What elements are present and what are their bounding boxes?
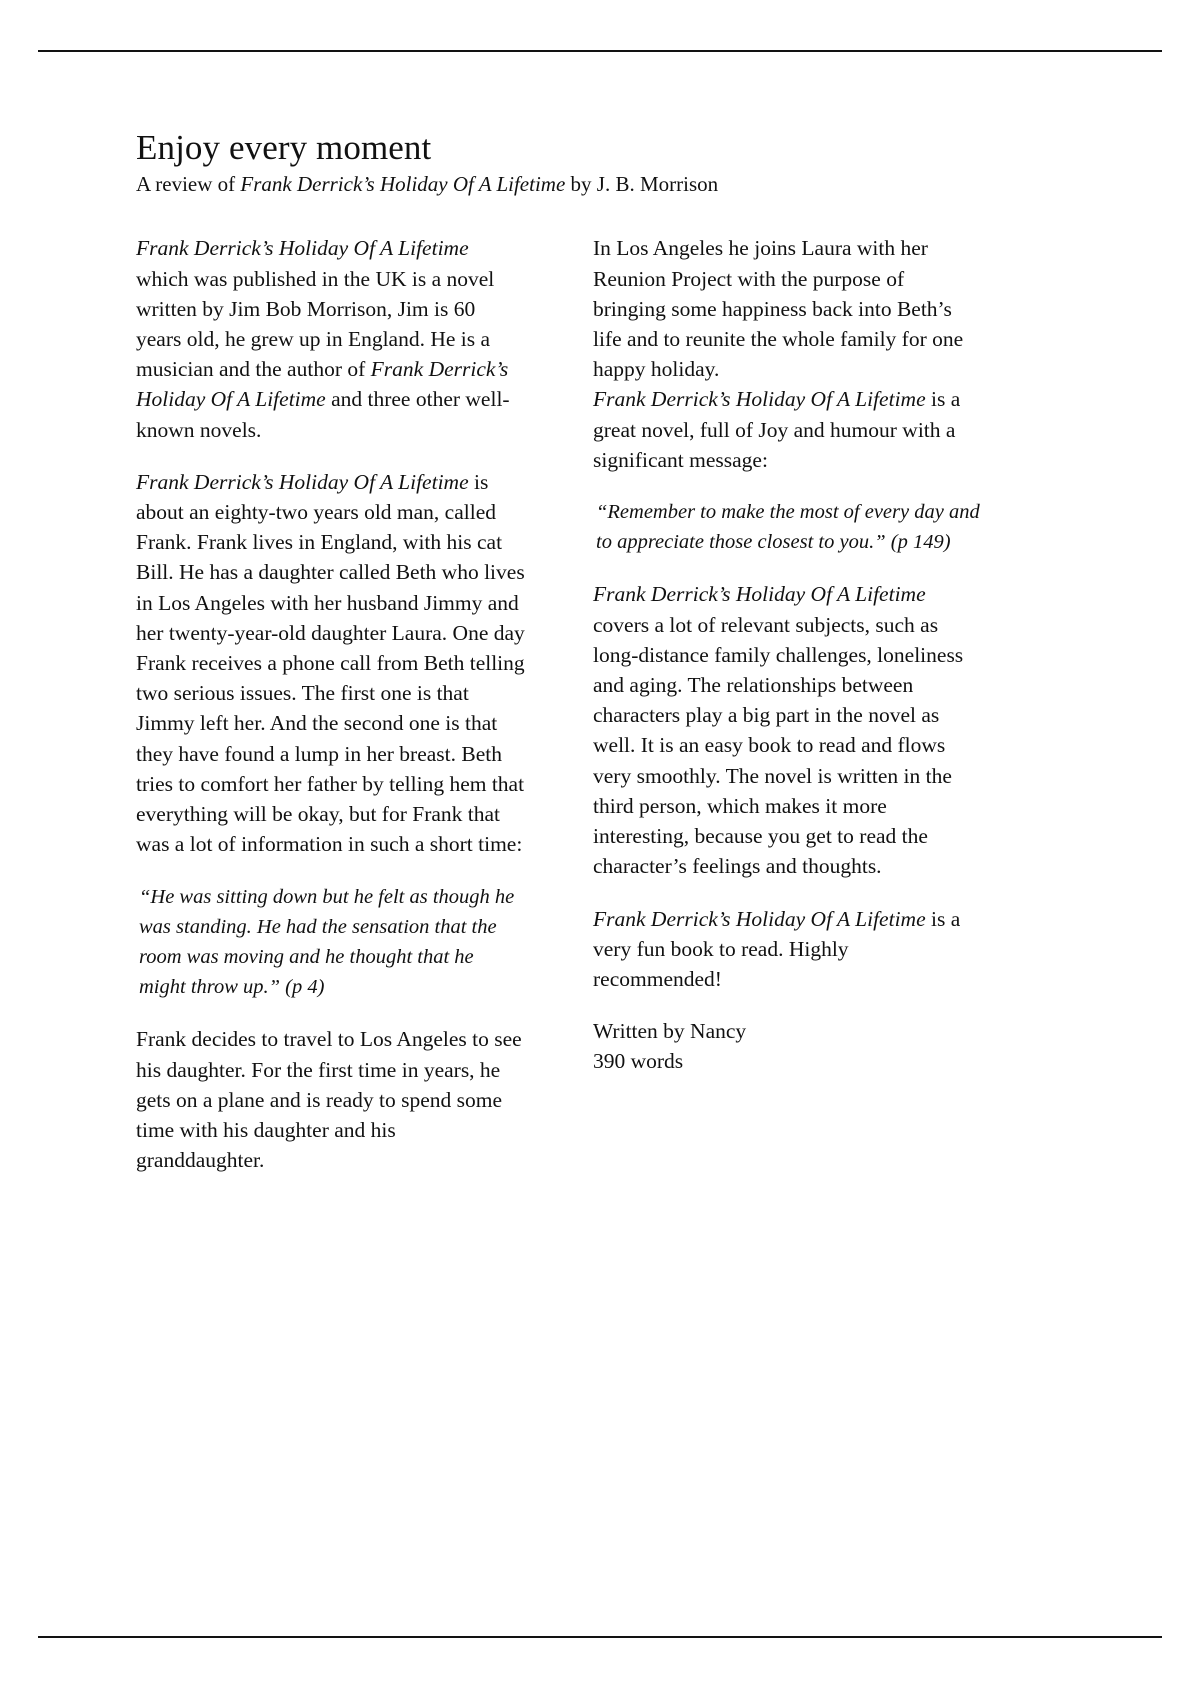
pull-quote-page-4: “He was sitting down but he felt as though he was standing. He had the sensation that the room was moving and he thought that he might throw up.” (p 4) <box>139 885 515 999</box>
right-paragraph-4 <box>593 904 982 995</box>
subtitle-prefix: A review of <box>136 172 241 197</box>
right-paragraph-2 <box>593 384 982 475</box>
book-title-italic: Frank Derrick’s Holiday Of A Lifetime <box>136 357 509 412</box>
left-column <box>136 233 525 1197</box>
footer-rule <box>38 1636 1162 1638</box>
author-byline: Written by Nancy <box>593 1019 747 1044</box>
book-title-italic: Frank Derrick’s Holiday Of A Lifetime <box>136 469 469 494</box>
left-paragraph-1-body-2: and three other well-known novels. <box>136 387 510 442</box>
right-paragraph-4-body: is a very fun book to read. Highly recommended! <box>593 906 961 991</box>
subtitle-book-title: Frank Derrick’s Holiday Of A Lifetime <box>240 172 566 197</box>
word-count: 390 words <box>593 1049 684 1074</box>
left-paragraph-1 <box>136 233 525 444</box>
right-paragraph-1: In Los Angeles he joins Laura with her Reunion Project with the purpose of bringing some happiness back into Beth’s life and to reunite the whole family for one happy holiday. <box>593 236 964 382</box>
book-title-italic: Frank Derrick’s Holiday Of A Lifetime <box>593 582 926 607</box>
page-title: Enjoy every moment <box>136 128 432 167</box>
right-column <box>593 233 982 1076</box>
book-title-italic: Frank Derrick’s Holiday Of A Lifetime <box>593 387 926 412</box>
two-column-body <box>136 233 1066 1197</box>
book-title-italic: Frank Derrick’s Holiday Of A Lifetime <box>136 236 469 261</box>
left-paragraph-3: Frank decides to travel to Los Angeles to see his daughter. For the first time in years, he gets on a plane and is ready to spend some time with his daughter and his granddaughter. <box>136 1027 522 1173</box>
left-paragraph-2-body: is about an eighty-two years old man, called Frank. Frank lives in England, with his cat Bill. He has a daughter called Beth who lives in Los Angeles with her husband Jimmy and her twenty-year-old daughter Laura. One day Frank receives a phone call from Beth telling two serious issues. The first one is that Jimmy left her. And the second one is that they have found a lump in her breast. Beth tries to comfort her father by telling hem that everything will be okay, but for Frank that was a lot of information in such a short time: <box>136 469 525 857</box>
document-content <box>136 128 1066 1197</box>
pull-quote-page-149: “Remember to make the most of every day and to appreciate those closest to you.” (p 149) <box>596 501 980 554</box>
header-rule <box>38 50 1162 52</box>
right-paragraph-3-body: covers a lot of relevant subjects, such as long-distance family challenges, loneliness and aging. The relationships between characters play a big part in the novel as well. It is an easy book to read and flows very smoothly. The novel is written in the third person, which makes it more interesting, because you get to read the character’s feelings and thoughts. <box>593 612 964 879</box>
book-title-italic: Frank Derrick’s Holiday Of A Lifetime <box>593 906 926 931</box>
review-subtitle <box>136 171 1066 197</box>
left-paragraph-2 <box>136 467 525 860</box>
right-paragraph-2-body: is a great novel, full of Joy and humour with a significant message: <box>593 387 961 472</box>
left-paragraph-1-body-1: which was published in the UK is a novel written by Jim Bob Morrison, Jim is 60 years old, he grew up in England. He is a musician and the author of <box>136 266 495 382</box>
right-paragraph-3 <box>593 579 982 881</box>
subtitle-author: by J. B. Morrison <box>565 172 719 197</box>
